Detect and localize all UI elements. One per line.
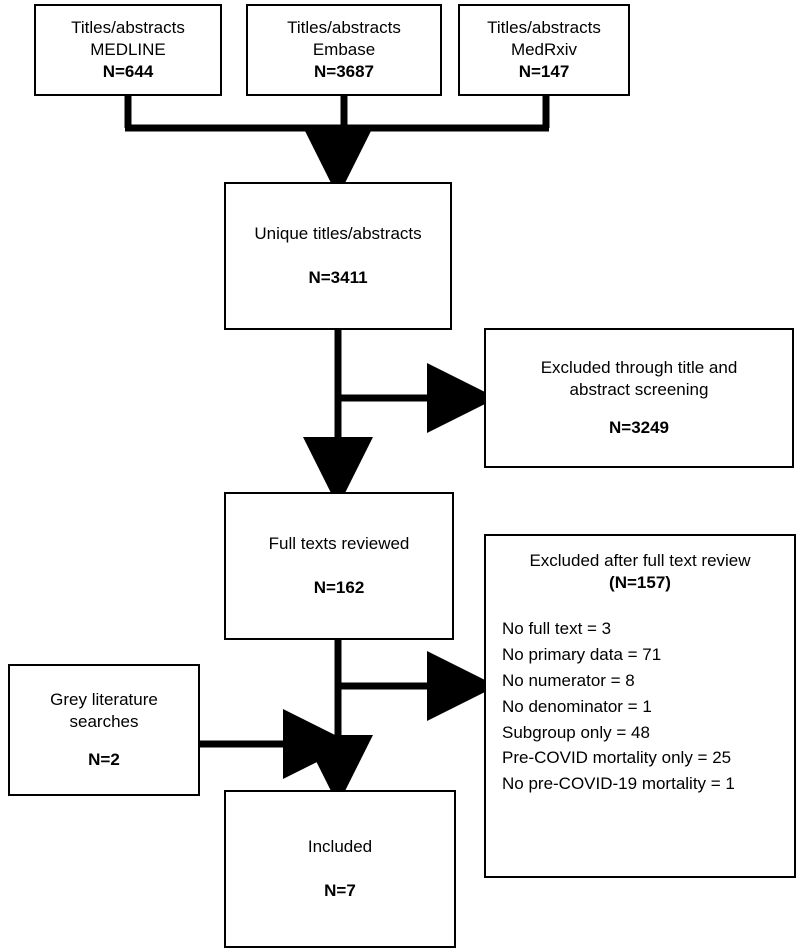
unique-label: Unique titles/abstracts [254, 224, 422, 244]
grey-line1: Grey literature [50, 690, 158, 710]
medline-line2: MEDLINE [90, 40, 166, 60]
list-item: Pre-COVID mortality only = 25 [502, 748, 732, 768]
embase-line2: Embase [312, 40, 376, 60]
excluded-abstract-line1: Excluded through title and [540, 358, 738, 378]
embase-line1: Titles/abstracts [287, 18, 401, 38]
full-texts-label: Full texts reviewed [268, 534, 410, 554]
medrxiv-line1: Titles/abstracts [487, 18, 601, 38]
list-item: No denominator = 1 [502, 696, 652, 716]
box-grey-literature-searches [8, 664, 200, 796]
excluded-fulltext-reasons [486, 616, 794, 797]
list-item: No full text = 3 [502, 619, 612, 639]
full-texts-count: N=162 [313, 578, 365, 597]
box-titles-abstracts-medline [34, 4, 222, 96]
excluded-fulltext-title [486, 550, 794, 594]
medrxiv-count: N=147 [518, 61, 570, 81]
box-excluded-title-abstract-screening [484, 328, 794, 468]
excluded-abstract-count: N=3249 [608, 417, 670, 437]
grey-line2: searches [69, 712, 139, 732]
included-count: N=7 [324, 881, 356, 900]
box-excluded-after-full-text-review [484, 534, 796, 878]
excluded-abstract-line2: abstract screening [569, 380, 709, 400]
embase-count: N=3687 [313, 61, 375, 81]
excluded-fulltext-line1: Excluded after full text review [529, 551, 751, 570]
included-label: Included [307, 837, 373, 857]
list-item: Subgroup only = 48 [502, 722, 650, 742]
box-included [224, 790, 456, 948]
list-item: No primary data = 71 [502, 645, 662, 665]
unique-count: N=3411 [308, 268, 368, 287]
box-unique-titles-abstracts [224, 182, 452, 330]
box-full-texts-reviewed [224, 492, 454, 640]
medrxiv-line2: MedRxiv [510, 40, 578, 60]
list-item: No pre-COVID-19 mortality = 1 [502, 774, 735, 794]
medline-line1: Titles/abstracts [71, 18, 185, 38]
excluded-fulltext-count: (N=157) [609, 573, 671, 593]
grey-count: N=2 [88, 749, 120, 769]
box-titles-abstracts-medrxiv [458, 4, 630, 96]
box-titles-abstracts-embase [246, 4, 442, 96]
medline-count: N=644 [102, 61, 154, 81]
list-item: No numerator = 8 [502, 670, 635, 690]
